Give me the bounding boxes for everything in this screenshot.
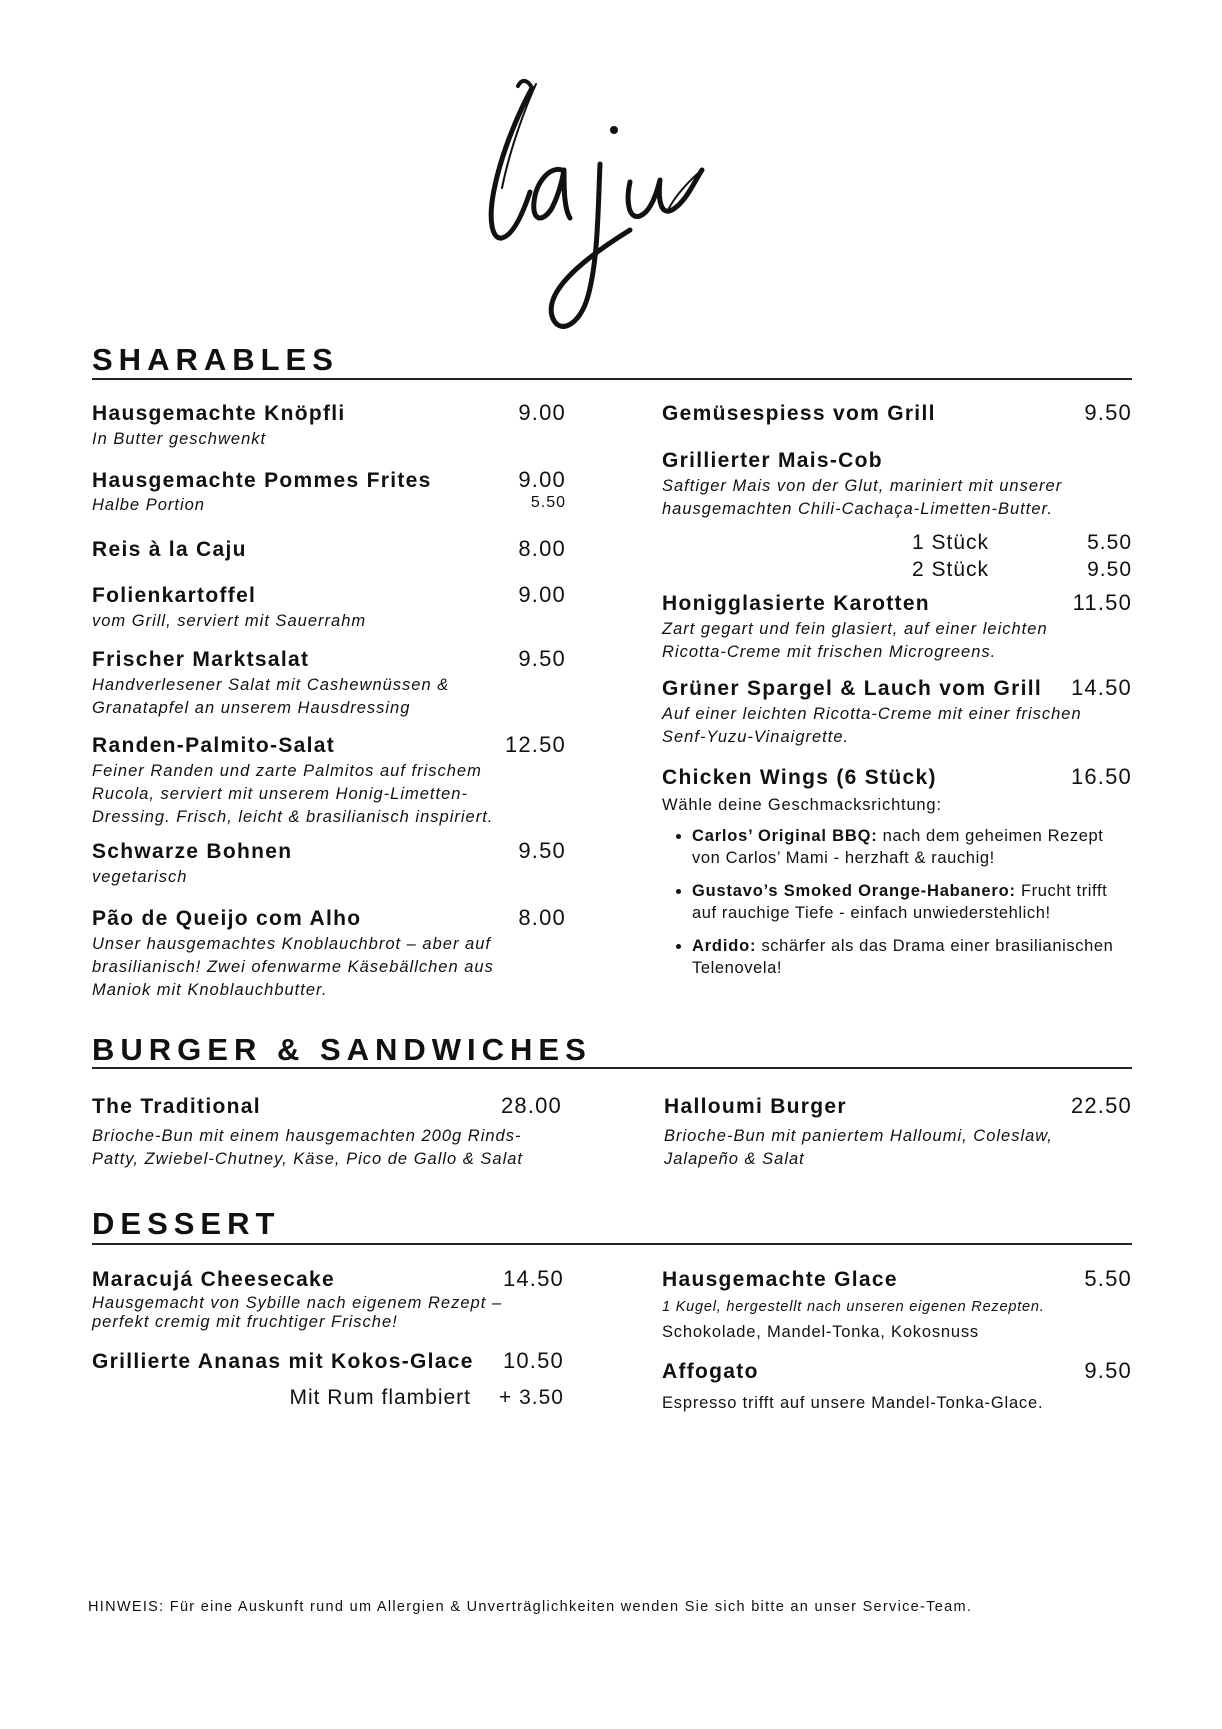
menu-item xyxy=(662,449,1132,583)
caju-logo xyxy=(480,70,760,360)
item-description xyxy=(92,674,566,720)
flavor-option xyxy=(692,825,1132,869)
item-description xyxy=(662,703,1132,749)
item-price: 10.50 xyxy=(502,1348,564,1373)
item-description xyxy=(92,1294,564,1332)
item-price: 22.50 xyxy=(1070,1093,1132,1118)
item-name: Frischer Marktsalat xyxy=(92,648,310,671)
section-title-sharables: SHARABLES xyxy=(92,342,339,377)
description-line: Unser hausgemachtes Knoblauchbrot – aber auf xyxy=(92,935,491,953)
item-price: 11.50 xyxy=(1072,590,1132,615)
description-line: Auf einer leichten Ricotta-Creme mit einer frischen xyxy=(662,705,1082,723)
item-price: 14.50 xyxy=(1070,675,1132,700)
item-description xyxy=(664,1125,1132,1171)
allergy-note: HINWEIS: Für eine Auskunft rund um Allergien & Unverträglichkeiten wenden Sie sich bitte an unser Service-Team. xyxy=(88,1599,973,1615)
item-price: 12.50 xyxy=(504,732,566,757)
item-name: Hausgemachte Knöpfli xyxy=(92,402,346,425)
item-price: 9.50 xyxy=(1084,400,1132,425)
menu-item xyxy=(662,1358,1132,1415)
menu-item xyxy=(92,1266,564,1332)
item-name: Hausgemachte Glace xyxy=(662,1268,898,1291)
item-name: Grillierter Mais-Cob xyxy=(662,449,883,472)
item-name: Maracujá Cheesecake xyxy=(92,1268,336,1291)
description-line: Maniok mit Knoblauchbutter. xyxy=(92,981,328,999)
description-line: Senf-Yuzu-Vinaigrette. xyxy=(662,728,850,746)
item-description xyxy=(92,933,566,1002)
item-description xyxy=(662,618,1132,664)
description-line: Rucola, serviert mit unserem Honig-Limetten- xyxy=(92,785,468,803)
flavor-name: Ardido: xyxy=(692,937,757,955)
item-name: Grillierte Ananas mit Kokos-Glace xyxy=(92,1350,474,1373)
item-name: Reis à la Caju xyxy=(92,538,247,561)
menu-item xyxy=(92,400,566,451)
description-line: Granatapfel an unserem Hausdressing xyxy=(92,699,411,717)
menu-item xyxy=(92,1093,562,1171)
description-line: brasilianisch! Zwei ofenwarme Käsebällchen aus xyxy=(92,958,494,976)
half-portion-price: 5.50 xyxy=(530,494,566,511)
menu-item xyxy=(662,590,1132,664)
item-name: Pão de Queijo com Alho xyxy=(92,907,362,930)
extra-price: + 3.50 xyxy=(499,1386,564,1409)
item-description: vegetarisch xyxy=(92,868,188,886)
item-price: 9.50 xyxy=(518,646,566,671)
menu-item xyxy=(92,582,566,633)
description-line: perfekt cremig mit fruchtiger Frische! xyxy=(92,1313,398,1331)
menu-item xyxy=(662,1266,1132,1344)
section-title-dessert: DESSERT xyxy=(92,1206,281,1241)
description-line: Zart gegart und fein glasiert, auf einer leichten xyxy=(662,620,1048,638)
item-price: 8.00 xyxy=(518,536,566,561)
divider xyxy=(92,1243,1132,1245)
description-line: Dressing. Frisch, leicht & brasilianisch inspiriert. xyxy=(92,808,494,826)
item-price: 9.50 xyxy=(1084,1358,1132,1383)
menu-item xyxy=(92,838,566,889)
item-price: 14.50 xyxy=(502,1266,564,1291)
item-price: 16.50 xyxy=(1070,764,1132,789)
half-portion-label: Halbe Portion xyxy=(92,496,205,514)
size-label: 1 Stück xyxy=(912,531,990,554)
item-description: Espresso trifft auf unsere Mandel-Tonka-Glace. xyxy=(662,1394,1044,1412)
item-description xyxy=(92,760,566,829)
item-name: The Traditional xyxy=(92,1095,261,1118)
item-price: 8.00 xyxy=(518,905,566,930)
flavor-text: nach dem geheimen Rezept von Carlos’ Mami - herzhaft & rauchig! xyxy=(692,827,1104,867)
item-name: Halloumi Burger xyxy=(664,1095,847,1118)
item-name: Hausgemachte Pommes Frites xyxy=(92,469,432,492)
extra-option xyxy=(92,1386,564,1410)
flavor-list: Schokolade, Mandel-Tonka, Kokosnuss xyxy=(662,1323,979,1341)
size-options xyxy=(662,529,1132,583)
menu-item xyxy=(662,764,1132,990)
item-name: Randen-Palmito-Salat xyxy=(92,734,336,757)
menu-item xyxy=(92,536,566,562)
item-description xyxy=(662,475,1132,521)
menu-item xyxy=(662,400,1132,426)
item-price: 9.00 xyxy=(518,400,566,425)
description-line: Brioche-Bun mit einem hausgemachten 200g Rinds- xyxy=(92,1127,522,1145)
flavor-name: Carlos’ Original BBQ: xyxy=(692,827,878,845)
flavor-option xyxy=(692,880,1132,924)
item-name: Honigglasierte Karotten xyxy=(662,592,930,615)
extra-label: Mit Rum flambiert xyxy=(289,1386,472,1409)
item-price: 9.50 xyxy=(518,838,566,863)
flavor-option xyxy=(692,935,1132,979)
item-name: Grüner Spargel & Lauch vom Grill xyxy=(662,677,1043,700)
item-name: Folienkartoffel xyxy=(92,584,257,607)
size-label: 2 Stück xyxy=(912,558,990,581)
flavor-intro: Wähle deine Geschmacksrichtung: xyxy=(662,796,942,814)
description-line: hausgemachten Chili-Cachaça-Limetten-Butter. xyxy=(662,500,1053,518)
item-price: 28.00 xyxy=(500,1093,562,1118)
item-price: 9.00 xyxy=(518,582,566,607)
flavor-text: Frucht trifft auf rauchige Tiefe - einfach unwiederstehlich! xyxy=(692,882,1108,922)
menu-item xyxy=(92,905,566,1002)
item-name: Schwarze Bohnen xyxy=(92,840,293,863)
item-name: Affogato xyxy=(662,1360,759,1383)
size-price: 5.50 xyxy=(1087,531,1132,554)
description-line: Hausgemacht von Sybille nach eigenem Rezept – xyxy=(92,1294,503,1312)
description-line: Brioche-Bun mit paniertem Halloumi, Coleslaw, xyxy=(664,1127,1053,1145)
flavor-name: Gustavo’s Smoked Orange-Habanero: xyxy=(692,882,1016,900)
flavor-list xyxy=(662,825,1132,979)
divider xyxy=(92,378,1132,380)
description-line: Saftiger Mais von der Glut, mariniert mit unserer xyxy=(662,477,1063,495)
item-description: In Butter geschwenkt xyxy=(92,430,267,448)
description-line: Handverlesener Salat mit Cashewnüssen & xyxy=(92,676,450,694)
description-line: Feiner Randen und zarte Palmitos auf frischem xyxy=(92,762,482,780)
section-title-burger: BURGER & SANDWICHES xyxy=(92,1032,592,1067)
menu-item xyxy=(92,467,566,517)
item-description xyxy=(92,1125,562,1171)
item-name: Chicken Wings (6 Stück) xyxy=(662,766,937,789)
description-line: Jalapeño & Salat xyxy=(664,1150,805,1168)
item-description: vom Grill, serviert mit Sauerrahm xyxy=(92,612,367,630)
divider xyxy=(92,1067,1132,1069)
menu-item xyxy=(662,675,1132,749)
size-option xyxy=(912,556,1132,583)
size-option xyxy=(912,529,1132,556)
description-line: Ricotta-Creme mit frischen Microgreens. xyxy=(662,643,997,661)
flavor-text: schärfer als das Drama einer brasilianischen Telenovela! xyxy=(692,937,1114,977)
item-price: 5.50 xyxy=(1084,1266,1132,1291)
description-line: Patty, Zwiebel-Chutney, Käse, Pico de Gallo & Salat xyxy=(92,1150,523,1168)
half-portion xyxy=(92,494,566,517)
item-description: 1 Kugel, hergestellt nach unseren eigenen Rezepten. xyxy=(662,1299,1045,1315)
menu-item xyxy=(92,646,566,720)
item-price: 9.00 xyxy=(518,467,566,492)
menu-item xyxy=(664,1093,1132,1171)
menu-item xyxy=(92,1348,564,1410)
size-price: 9.50 xyxy=(1087,558,1132,581)
item-name: Gemüsespiess vom Grill xyxy=(662,402,936,425)
menu-item xyxy=(92,732,566,829)
